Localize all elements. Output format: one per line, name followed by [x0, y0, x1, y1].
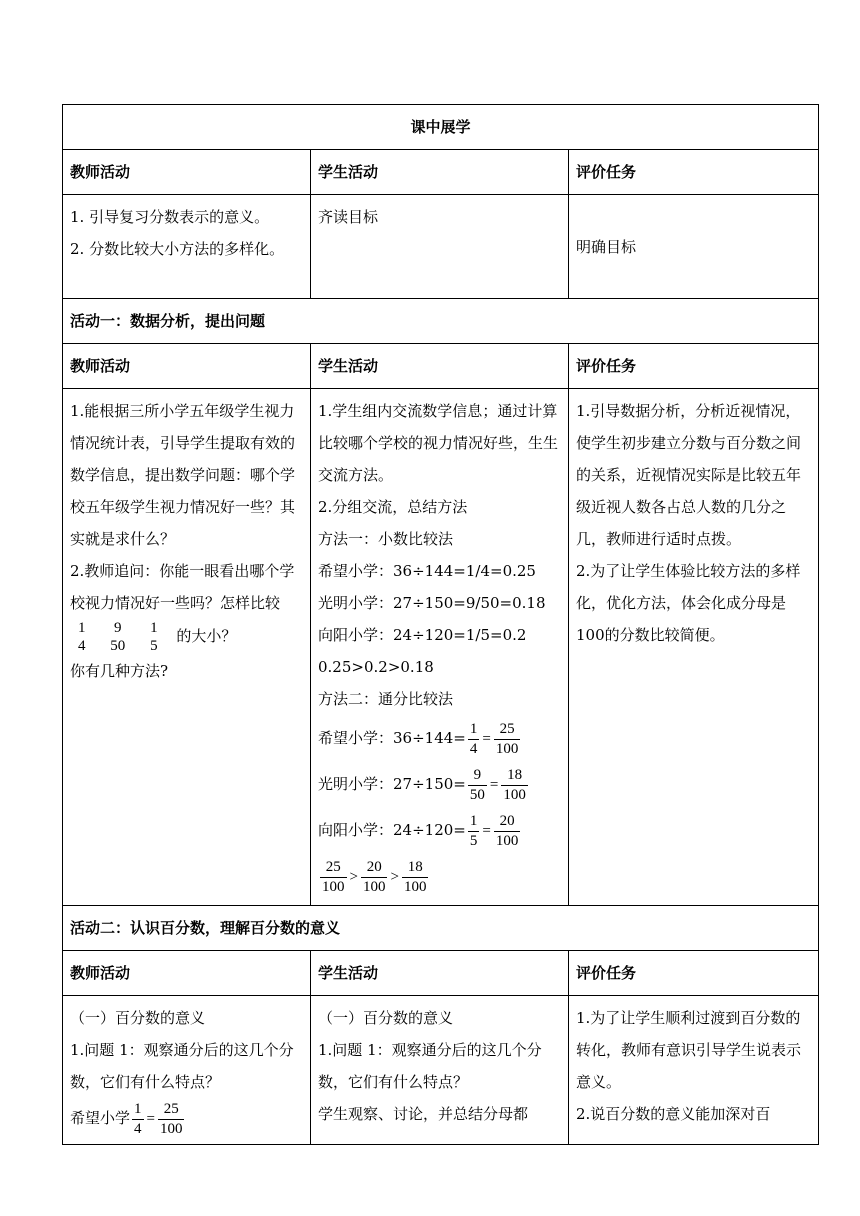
student-paragraph: （一）百分数的意义 — [318, 1009, 454, 1027]
fraction-numerator: 1 — [469, 720, 478, 737]
fraction-denominator: 100 — [495, 832, 519, 849]
intro-row — [63, 195, 819, 299]
activity2-student-cell — [311, 996, 569, 1145]
equals-sign: = — [482, 823, 491, 839]
intro-student-cell: 齐读目标 — [311, 195, 569, 299]
fraction-denominator: 5 — [469, 832, 478, 849]
intro-evaluation-text: 明确目标 — [576, 237, 637, 256]
teacher-paragraph: 2.教师追问：你能一眼看出哪个学校视力情况好一些吗？怎样比较 — [70, 562, 295, 612]
fraction-numerator: 25 — [163, 1100, 179, 1117]
activity1-teacher-cell — [63, 389, 311, 906]
fraction — [108, 619, 127, 655]
header-evaluation: 评价任务 — [569, 951, 819, 996]
header-row — [63, 344, 819, 389]
equals-sign: = — [482, 731, 491, 747]
equation-prefix: 希望小学：36÷144= — [318, 729, 466, 747]
fraction — [148, 619, 160, 655]
teacher-paragraph: 1.问题 1：观察通分后的这几个分数，它们有什么特点？ — [70, 1041, 294, 1091]
fraction-denominator: 100 — [403, 878, 427, 895]
fraction — [132, 1100, 144, 1139]
fraction-comparison — [318, 853, 561, 899]
method-equation — [318, 807, 561, 853]
table-title: 课中展学 — [63, 105, 819, 150]
student-paragraph: 1.问题 1：观察通分后的这几个分数，它们有什么特点？ — [318, 1041, 542, 1091]
header-evaluation: 评价任务 — [569, 344, 819, 389]
method-line: 光明小学：27÷150=9/50=0.18 — [318, 594, 546, 612]
activity2-teacher-cell — [63, 996, 311, 1145]
activity1-content-row — [63, 389, 819, 906]
header-student: 学生活动 — [311, 951, 569, 996]
teacher-equation — [70, 1098, 303, 1138]
method-line: 希望小学：36÷144=1/4=0.25 — [318, 562, 536, 580]
fraction-denominator: 4 — [469, 740, 478, 757]
method-line: 0.25>0.2>0.18 — [318, 658, 434, 676]
fraction-denominator: 100 — [322, 878, 345, 895]
intro-teacher-cell — [63, 195, 311, 299]
header-row — [63, 150, 819, 195]
method-line: 向阳小学：24÷120=1/5=0.2 — [318, 626, 527, 644]
method-heading: 方法一：小数比较法 — [318, 530, 454, 548]
fraction — [468, 766, 487, 805]
header-student: 学生活动 — [311, 150, 569, 195]
fraction — [402, 858, 429, 897]
header-student: 学生活动 — [311, 344, 569, 389]
fraction — [468, 812, 480, 851]
fraction-denominator: 4 — [78, 638, 86, 654]
header-teacher: 教师活动 — [63, 344, 311, 389]
equals-sign: = — [489, 777, 499, 793]
fraction-denominator: 100 — [495, 740, 519, 757]
fraction-numerator: 25 — [499, 720, 515, 737]
method-heading: 方法二：通分比较法 — [318, 690, 454, 708]
teacher-paragraph: 1.能根据三所小学五年级学生视力情况统计表，引导学生提取有效的数学信息，提出数学问题：哪个学校五年级学生视力情况好一些？其实就是求什么？ — [70, 402, 296, 548]
fraction — [76, 619, 88, 655]
header-evaluation: 评价任务 — [569, 150, 819, 195]
intro-evaluation-cell — [569, 195, 819, 299]
fraction-denominator: 50 — [469, 786, 485, 803]
activity2-title-row — [63, 906, 819, 951]
teacher-paragraph: 你有几种方法? — [70, 662, 169, 680]
student-paragraph: 1.学生组内交流数学信息；通过计算比较哪个学校的视力情况好些，生生交流方法。 — [318, 402, 559, 484]
evaluation-paragraph: 2.为了让学生体验比较方法的多样化，优化方法，体会化成分母是100的分数比较简便。 — [576, 562, 801, 644]
fraction-denominator: 100 — [362, 878, 386, 895]
teacher-paragraph: （一）百分数的意义 — [70, 1009, 206, 1027]
fraction-numerator: 18 — [407, 858, 423, 875]
fraction-denominator: 100 — [503, 786, 526, 803]
fraction-numerator: 25 — [325, 858, 341, 875]
header-row — [63, 951, 819, 996]
fraction — [361, 858, 388, 897]
fraction — [494, 720, 521, 759]
fraction-denominator: 5 — [150, 638, 158, 654]
header-teacher: 教师活动 — [63, 150, 311, 195]
equation-prefix: 光明小学：27÷150= — [318, 775, 466, 793]
activity2-title: 活动二：认识百分数，理解百分数的意义 — [63, 906, 819, 951]
fraction — [158, 1100, 185, 1139]
fraction-numerator: 1 — [469, 812, 478, 829]
fraction — [468, 720, 480, 759]
fraction-denominator: 50 — [110, 638, 126, 654]
evaluation-paragraph: 1.引导数据分析，分析近视情况，使学生初步建立分数与百分数之间的关系，近视情况实际是比较五年级近视人数各占总人数的几分之几，教师进行适时点拨。 — [576, 402, 802, 548]
fraction-denominator: 100 — [159, 1120, 183, 1137]
activity2-evaluation-cell — [569, 996, 819, 1145]
activity2-content-row — [63, 996, 819, 1145]
activity1-student-cell — [311, 389, 569, 906]
student-paragraph: 2.分组交流，总结方法 — [318, 498, 468, 516]
activity1-title: 活动一：数据分析，提出问题 — [63, 299, 819, 344]
evaluation-paragraph: 2.说百分数的意义能加深对百 — [576, 1105, 771, 1123]
student-paragraph: 学生观察、讨论，并总结分母都 — [318, 1105, 529, 1123]
lesson-table — [62, 104, 819, 1145]
teacher-text: 的大小？ — [176, 627, 237, 645]
fraction — [501, 766, 528, 805]
fraction-numerator: 20 — [499, 812, 515, 829]
fraction-numerator: 9 — [473, 766, 482, 783]
equation-prefix: 希望小学 — [70, 1109, 131, 1127]
fraction-numerator: 20 — [366, 858, 382, 875]
intro-teacher-line: 1. 引导复习分数表示的意义。 — [70, 208, 270, 226]
fraction-numerator: 9 — [114, 620, 122, 636]
equation-prefix: 向阳小学：24÷120= — [318, 821, 466, 839]
fraction-numerator: 1 — [134, 1100, 142, 1117]
greater-than-sign: > — [349, 869, 358, 885]
evaluation-paragraph: 1.为了让学生顺利过渡到百分数的转化，教师有意识引导学生说表示意义。 — [576, 1009, 802, 1091]
fraction — [494, 812, 521, 851]
intro-teacher-line: 2. 分数比较大小方法的多样化。 — [70, 240, 285, 258]
activity1-title-row — [63, 299, 819, 344]
method-equation — [318, 715, 561, 761]
fraction-denominator: 4 — [134, 1120, 142, 1137]
header-teacher: 教师活动 — [63, 951, 311, 996]
equals-sign: = — [146, 1111, 155, 1127]
activity1-evaluation-cell — [569, 389, 819, 906]
fraction-numerator: 1 — [150, 620, 158, 636]
method-equation — [318, 761, 561, 807]
greater-than-sign: > — [390, 869, 399, 885]
fraction-numerator: 18 — [507, 766, 523, 783]
title-row — [63, 105, 819, 150]
fraction — [320, 858, 347, 897]
fraction-numerator: 1 — [78, 620, 86, 636]
